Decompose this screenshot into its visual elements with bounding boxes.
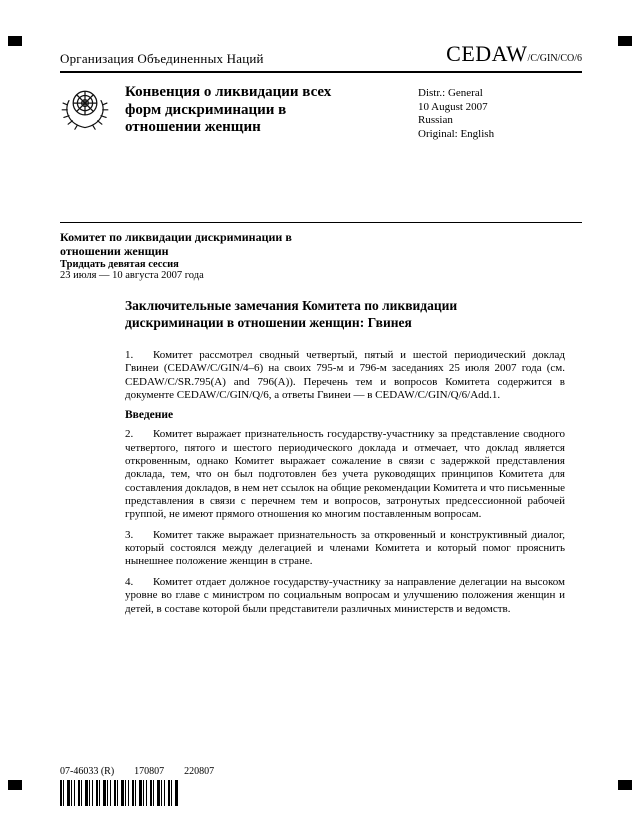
paragraph-number: 2. [125, 428, 134, 441]
document-body [125, 298, 565, 623]
distr-date: 10 August 2007 [418, 100, 488, 113]
registration-mark-top-right [618, 36, 632, 46]
paragraph-number: 3. [125, 528, 134, 541]
committee-name: Комитет по ликвидации дискриминации в отношении женщин [60, 230, 292, 258]
paragraph-text: Комитет рассмотрел сводный четвертый, пятый и шестой периодический доклад Гвинеи (CEDAW/C/GIN/4–6) на своих 795-м и 796-м заседаниях 25 июля 2007 года (см. CEDAW/C/SR.795(A) and 796(A)). Перечень тем и вопросов Комитета содержится в документе CEDAW/C/GIN/Q/6, а ответы Гвинеи — в CEDAW/C/GIN/Q/6/Add.1. [125, 349, 565, 402]
paragraph-text: Комитет выражает признательность государству-участнику за представление сводного четвертого, пятого и шестого периодического доклада и отмечает, что доклад является откровенным, однако Комитет выражает сожаление в связи с задержкой представления доклада, тем, что он был подготовлен без учета руководящих принципов Комитета для составления докладов, в нем нет ссылок на общие рекомендации Комитета и что письменные представления в связи с перечнем тем и вопросов, затронутых предсессионной рабочей группой, не имеют прямого отношения ко многим поставленным вопросам. [125, 428, 565, 521]
committee-block [60, 231, 300, 281]
barcode [60, 780, 178, 806]
symbol-suffix: /C/GIN/CO/6 [527, 53, 582, 64]
registration-mark-bottom-left [8, 780, 22, 790]
header-rule [60, 71, 582, 73]
paragraph-text: Комитет отдает должное государству-участнику за направление делегации на высоком уровне во главе с министром по социальным вопросам и улучшению положения женщин и детей, в составе которой были представители различных министерств и ведомств. [125, 575, 565, 615]
paragraph-3 [125, 529, 565, 569]
registration-mark-bottom-right [618, 780, 632, 790]
paragraph-1 [125, 349, 565, 402]
distr-original: Original: English [418, 127, 495, 140]
paragraph-2 [125, 428, 565, 521]
footer-date-2: 220807 [184, 766, 215, 777]
paragraph-number: 4. [125, 575, 134, 588]
un-emblem-icon [58, 82, 112, 136]
session-dates: 23 июля — 10 августа 2007 года [60, 270, 204, 281]
distribution-block [418, 87, 494, 141]
session-title: Тридцать девятая сессия [60, 259, 179, 270]
paragraph-number: 1. [125, 349, 134, 361]
symbol-cedaw: CEDAW [446, 41, 528, 66]
introduction-heading: Введение [125, 409, 174, 422]
paragraph-text: Комитет также выражает признательность за откровенный и конструктивный диалог, который состоялся между делегацией и членами Комитета и который помог прояснить нынешнее положение женщин в стране. [125, 528, 565, 568]
distr-language: Russian [418, 114, 453, 126]
convention-title: Конвенция о ликвидации всех форм дискриминации в отношении женщин [125, 84, 332, 135]
section-rule [60, 222, 582, 223]
distr-line: Distr.: General [418, 87, 483, 99]
footer-date-1: 170807 [134, 766, 165, 777]
un-organization-name: Организация Объединенных Наций [60, 51, 264, 66]
document-symbol [446, 41, 582, 67]
document-title: Заключительные замечания Комитета по ликвидации дискриминации в отношении женщин: Гвинея [125, 298, 458, 330]
paragraph-4 [125, 576, 565, 616]
registration-mark-top-left [8, 36, 22, 46]
footer-document-number [60, 766, 234, 777]
doc-number: 07-46033 (R) [60, 766, 115, 777]
